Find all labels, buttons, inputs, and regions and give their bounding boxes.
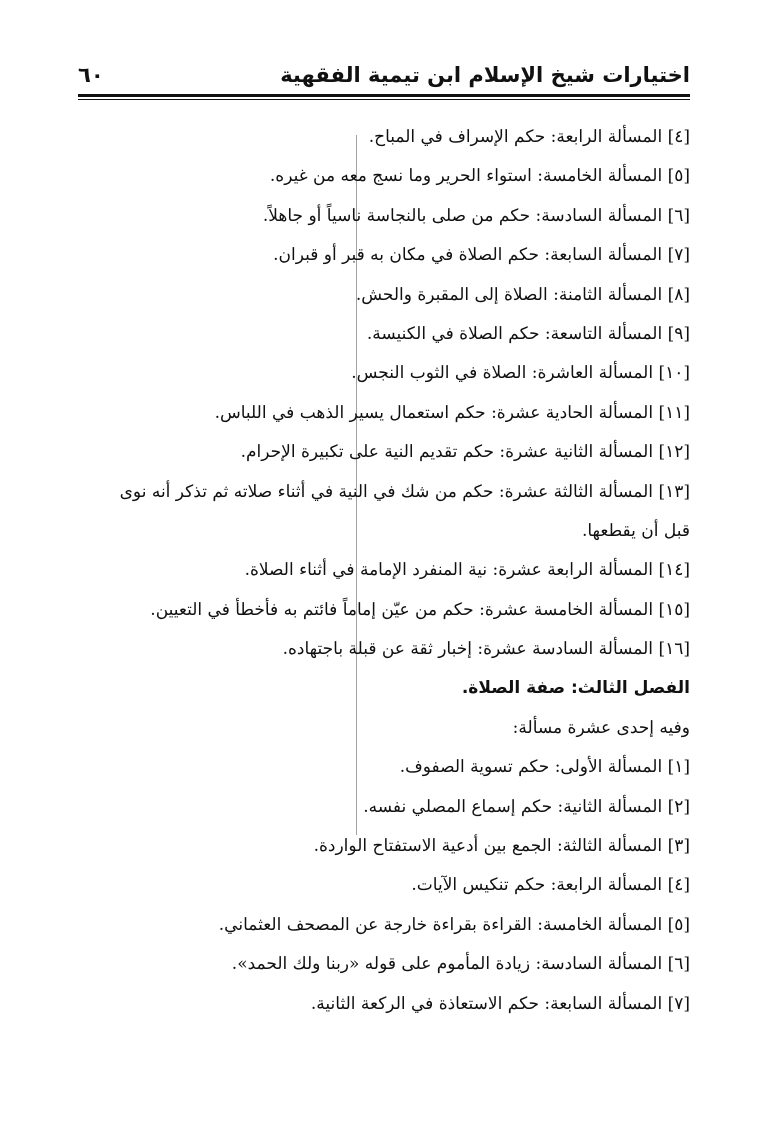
item-number: [٦]	[667, 205, 690, 226]
header-rule	[78, 94, 690, 97]
list-item	[78, 866, 690, 905]
item-number: [٥]	[667, 914, 690, 935]
list-item	[78, 985, 690, 1024]
item-text: المسألة الثانية عشرة: حكم تقديم النية على تكبيرة الإحرام.	[240, 442, 654, 463]
item-text: المسألة السادسة عشرة: إخبار ثقة عن قبلة باجتهاده.	[282, 639, 654, 660]
list-item	[78, 276, 690, 315]
list-item	[78, 788, 690, 827]
list-item	[78, 354, 690, 393]
running-header	[78, 58, 690, 98]
list-item	[78, 315, 690, 354]
book-title: اختيارات شيخ الإسلام ابن تيمية الفقهية	[280, 63, 690, 87]
list-item	[78, 748, 690, 787]
item-text: المسألة العاشرة: الصلاة في الثوب النجس.	[351, 363, 654, 384]
item-text: المسألة السادسة: حكم من صلى بالنجاسة ناسياً أو جاهلاً.	[262, 205, 663, 226]
list-item	[78, 433, 690, 472]
item-number: [١]	[667, 757, 690, 778]
item-text: المسألة السادسة: زيادة المأموم على قوله «ربنا ولك الحمد».	[231, 954, 663, 975]
chapter-intro: وفيه إحدى عشرة مسألة:	[512, 717, 690, 738]
list-item	[78, 906, 690, 945]
list-item-continuation	[78, 512, 690, 551]
item-number: [٦]	[667, 954, 690, 975]
item-number: [١١]	[658, 402, 690, 423]
header-rule-thin	[78, 99, 690, 100]
item-text: المسألة السابعة: حكم الصلاة في مكان به قبر أو قبران.	[273, 245, 663, 266]
item-text: قبل أن يقطعها.	[581, 520, 690, 541]
body-text	[78, 118, 690, 1024]
list-item	[78, 394, 690, 433]
list-item	[78, 945, 690, 984]
item-number: [٥]	[667, 166, 690, 187]
item-text: المسألة السابعة: حكم الاستعاذة في الركعة الثانية.	[310, 993, 663, 1014]
list-item	[78, 591, 690, 630]
item-text: المسألة الحادية عشرة: حكم استعمال يسير الذهب في اللباس.	[214, 402, 654, 423]
list-item	[78, 630, 690, 669]
item-text: المسألة الخامسة عشرة: حكم من عيّن إماماً فائتم به فأخطأ في التعيين.	[150, 599, 654, 620]
item-text: المسألة الخامسة: استواء الحرير وما نسج معه من غيره.	[269, 166, 663, 187]
list-item	[78, 827, 690, 866]
item-number: [٩]	[667, 323, 690, 344]
item-number: [١٢]	[658, 442, 690, 463]
item-number: [٧]	[667, 245, 690, 266]
list-item	[78, 236, 690, 275]
list-item	[78, 118, 690, 157]
item-number: [١٣]	[658, 481, 690, 502]
item-text: المسألة الثالثة: الجمع بين أدعية الاستفتاح الواردة.	[313, 836, 663, 857]
item-number: [١٠]	[658, 363, 690, 384]
item-number: [٧]	[667, 993, 690, 1014]
item-text: المسألة الرابعة عشرة: نية المنفرد الإمامة في أثناء الصلاة.	[244, 560, 654, 581]
item-text: المسألة الثالثة عشرة: حكم من شك في النية في أثناء صلاته ثم تذكر أنه نوى	[119, 481, 654, 502]
chapter-heading: الفصل الثالث: صفة الصلاة.	[461, 678, 690, 699]
item-number: [١٤]	[658, 560, 690, 581]
item-text: المسألة الرابعة: حكم تنكيس الآيات.	[411, 875, 663, 896]
item-text: المسألة الثامنة: الصلاة إلى المقبرة والحش.	[355, 284, 663, 305]
item-number: [١٦]	[658, 639, 690, 660]
item-text: المسألة التاسعة: حكم الصلاة في الكنيسة.	[366, 323, 663, 344]
list-item	[78, 473, 690, 512]
list-item	[78, 157, 690, 196]
item-text: المسألة الخامسة: القراءة بقراءة خارجة عن المصحف العثماني.	[218, 914, 663, 935]
item-text: المسألة الأولى: حكم تسوية الصفوف.	[399, 757, 663, 778]
item-number: [١٥]	[658, 599, 690, 620]
item-number: [٨]	[667, 284, 690, 305]
item-number: [٢]	[667, 796, 690, 817]
item-text: المسألة الثانية: حكم إسماع المصلي نفسه.	[363, 796, 663, 817]
item-text: المسألة الرابعة: حكم الإسراف في المباح.	[368, 127, 663, 147]
list-item	[78, 197, 690, 236]
page-number: ٦٠	[78, 63, 104, 87]
item-number: [٤]	[667, 875, 690, 896]
item-number: [٤]	[667, 127, 690, 147]
list-item	[78, 551, 690, 590]
item-number: [٣]	[667, 836, 690, 857]
